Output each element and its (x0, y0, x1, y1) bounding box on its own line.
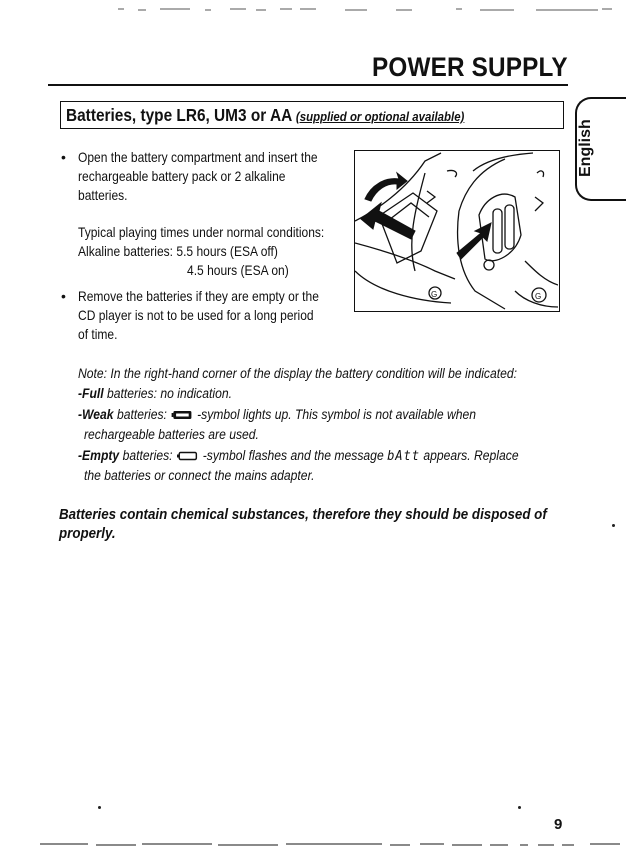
battery-compartment-illustration (354, 150, 560, 312)
scan-speck (518, 806, 521, 809)
bullet-marker: • (61, 149, 66, 165)
bullet-1-line-1: Open the battery compartment and insert the (78, 149, 318, 165)
scan-speck (98, 806, 101, 809)
note-empty: -Empty batteries: -symbol flashes and the message bAtt appears. Replace (78, 448, 519, 464)
battery-weak-icon (170, 409, 193, 421)
battery-insertion-drawing (355, 151, 558, 310)
note-weak-cont: rechargeable batteries are used. (84, 427, 259, 442)
disposal-warning-line-2: properly. (59, 526, 116, 542)
svg-text:G: G (431, 290, 438, 299)
svg-text:G: G (535, 292, 542, 301)
section-heading-box (60, 101, 564, 129)
scan-speck (612, 524, 615, 527)
playing-times-alkaline: Alkaline batteries: 5.5 hours (ESA off) (78, 243, 278, 259)
scan-artifact-top (0, 4, 626, 14)
disposal-warning-line-1: Batteries contain chemical substances, therefore they should be disposed of (59, 507, 547, 523)
bullet-2-line-1: Remove the batteries if they are empty or the (78, 288, 319, 304)
playing-times-esa-on: 4.5 hours (ESA on) (187, 262, 289, 278)
note-weak: -Weak batteries: -symbol lights up. This symbol is not available when (78, 407, 476, 422)
bullet-2-line-3: of time. (78, 326, 118, 342)
title-rule (48, 84, 568, 86)
page-title: POWER SUPPLY (372, 52, 568, 82)
display-message-batt: bAtt (387, 448, 420, 464)
language-tab-label: English (577, 119, 594, 177)
scan-artifact-bottom (0, 840, 626, 850)
note-intro: Note: In the right-hand corner of the display the battery condition will be indicated: (78, 366, 518, 381)
note-empty-cont: the batteries or connect the mains adapter. (84, 468, 315, 483)
battery-empty-icon (176, 450, 199, 462)
page-number: 9 (554, 816, 563, 833)
playing-times-heading: Typical playing times under normal conditions: (78, 224, 325, 240)
bullet-1-line-3: batteries. (78, 187, 128, 203)
bullet-2-line-2: CD player is not to be used for a long period (78, 307, 314, 323)
language-tab (575, 97, 626, 201)
section-subtitle: (supplied or optional available) (295, 109, 465, 124)
bullet-marker: • (61, 288, 66, 304)
note-full: -Full batteries: no indication. (78, 386, 232, 401)
bullet-1-line-2: rechargeable battery pack or 2 alkaline (78, 168, 286, 184)
section-title: Batteries, type LR6, UM3 or AA (supplied or optional available) (66, 105, 465, 125)
